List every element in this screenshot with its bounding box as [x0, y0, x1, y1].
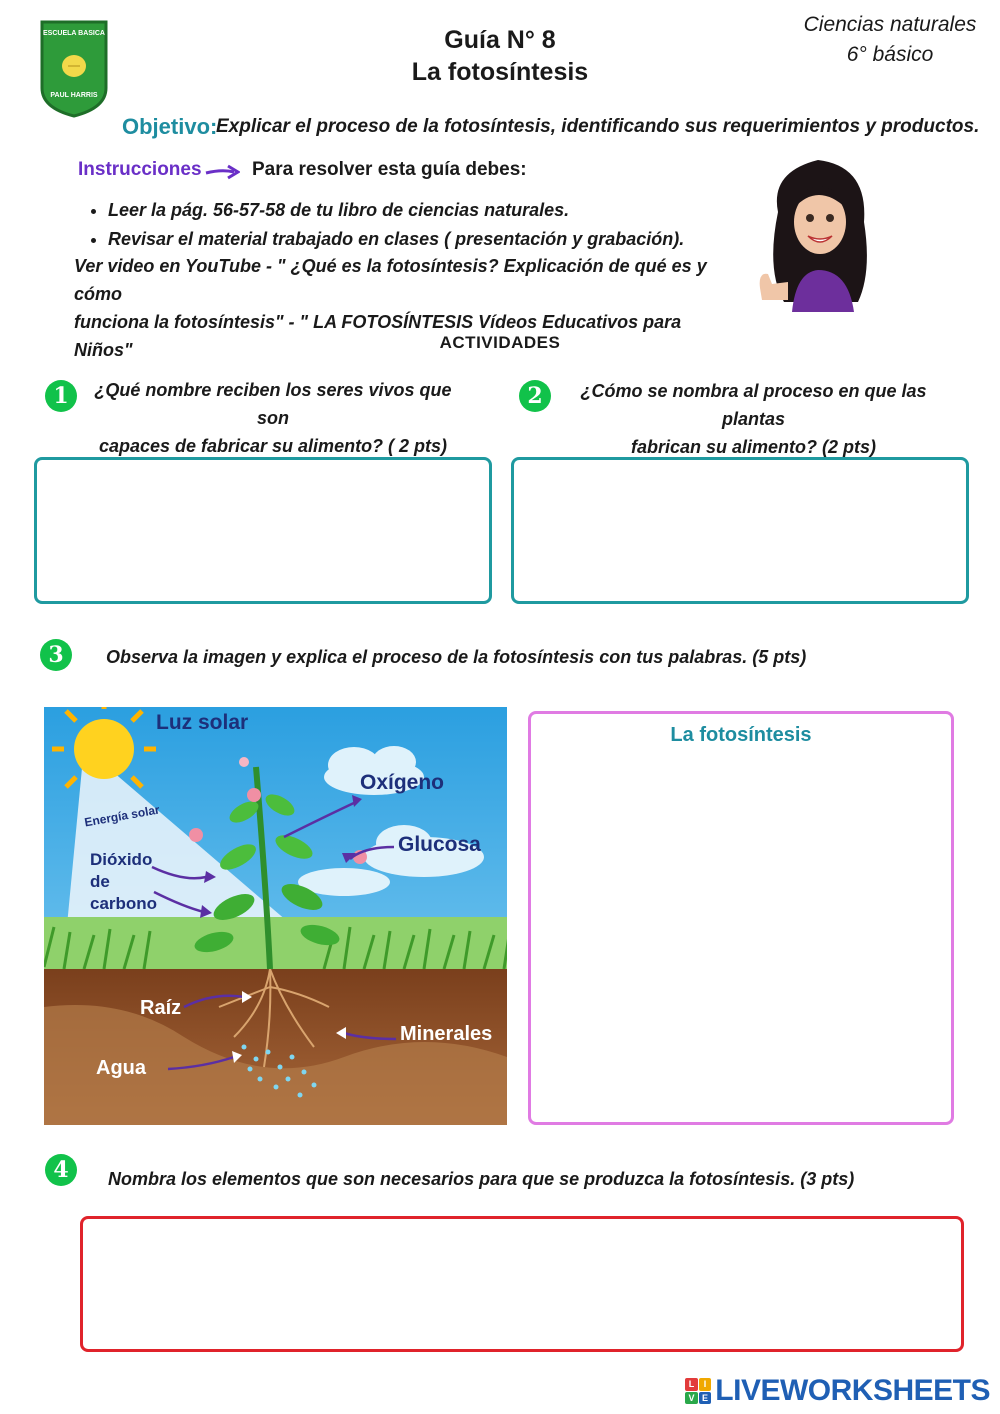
liveworksheets-name: LIVEWORKSHEETS: [715, 1374, 990, 1407]
school-logo-bottom-text: PAUL HARRIS: [50, 92, 98, 99]
page-title: La fotosíntesis: [411, 58, 589, 86]
activities-heading: ACTIVIDADES: [439, 333, 561, 352]
label-glucose: Glucosa: [398, 833, 481, 856]
grade-level: 6° básico: [846, 43, 934, 66]
label-solar-energy: Energía solar: [83, 802, 161, 830]
question-2-number: 2: [519, 380, 551, 412]
list-item: • Revisar el material trabajado en clases ( presentación y grabación).: [108, 225, 684, 254]
instructions-text: Para resolver esta guía debes:: [252, 159, 527, 180]
answer-box-3-title: La fotosíntesis: [670, 724, 812, 746]
liveworksheets-brand: [685, 1374, 990, 1408]
question-2-text: ¿Cómo se nombra al proceso en que las plantas fabrican su alimento? (2 pts): [580, 381, 927, 457]
question-1-text: ¿Qué nombre reciben los seres vivos que son capaces de fabricar su alimento? ( 2 pts): [94, 380, 452, 456]
answer-box-4[interactable]: [80, 1216, 964, 1352]
label-co2: Dióxido de carbono: [90, 850, 158, 913]
school-logo: [38, 18, 110, 118]
question-3-number: 3: [40, 639, 72, 671]
list-item: • Leer la pág. 56-57-58 de tu libro de ciencias naturales.: [108, 196, 684, 225]
answer-box-1[interactable]: [34, 457, 492, 604]
video-line-1: Ver video en YouTube - " ¿Qué es la fotosíntesis? Explicación de qué es y cómo: [74, 256, 707, 304]
answer-box-3[interactable]: [528, 711, 954, 1125]
question-1-number: 1: [45, 380, 77, 412]
label-water: Agua: [96, 1057, 146, 1079]
video-line-2: funciona la fotosíntesis" - " LA FOTOSÍNTESIS Vídeos Educativos para Niños": [74, 312, 682, 360]
question-3-text: Observa la imagen y explica el proceso de la fotosíntesis con tus palabras. (5 pts): [106, 647, 807, 667]
objective-label: Objetivo:: [122, 114, 218, 139]
teacher-avatar: [748, 152, 888, 314]
liveworksheets-logo: L I V E: [685, 1378, 711, 1404]
label-root: Raíz: [140, 997, 182, 1019]
label-minerals: Minerales: [400, 1023, 493, 1045]
question-4-number: 4: [45, 1154, 77, 1186]
label-sunlight: Luz solar: [156, 711, 249, 734]
question-4-text: Nombra los elementos que son necesarios para que se produzca la fotosíntesis. (3 pts): [108, 1169, 855, 1189]
instructions-label: Instrucciones: [78, 159, 202, 180]
photosynthesis-diagram: [44, 707, 507, 1125]
label-oxygen: Oxígeno: [360, 771, 445, 794]
guide-number: Guía N° 8: [444, 26, 556, 54]
instructions-list: [82, 196, 684, 254]
answer-box-2[interactable]: [511, 457, 969, 604]
subject-name: Ciencias naturales: [803, 13, 977, 36]
school-logo-top-text: ESCUELA BASICA: [43, 30, 105, 37]
arrow-right-icon: [204, 164, 240, 185]
objective-text: Explicar el proceso de la fotosíntesis, identificando sus requerimientos y productos.: [216, 116, 980, 137]
